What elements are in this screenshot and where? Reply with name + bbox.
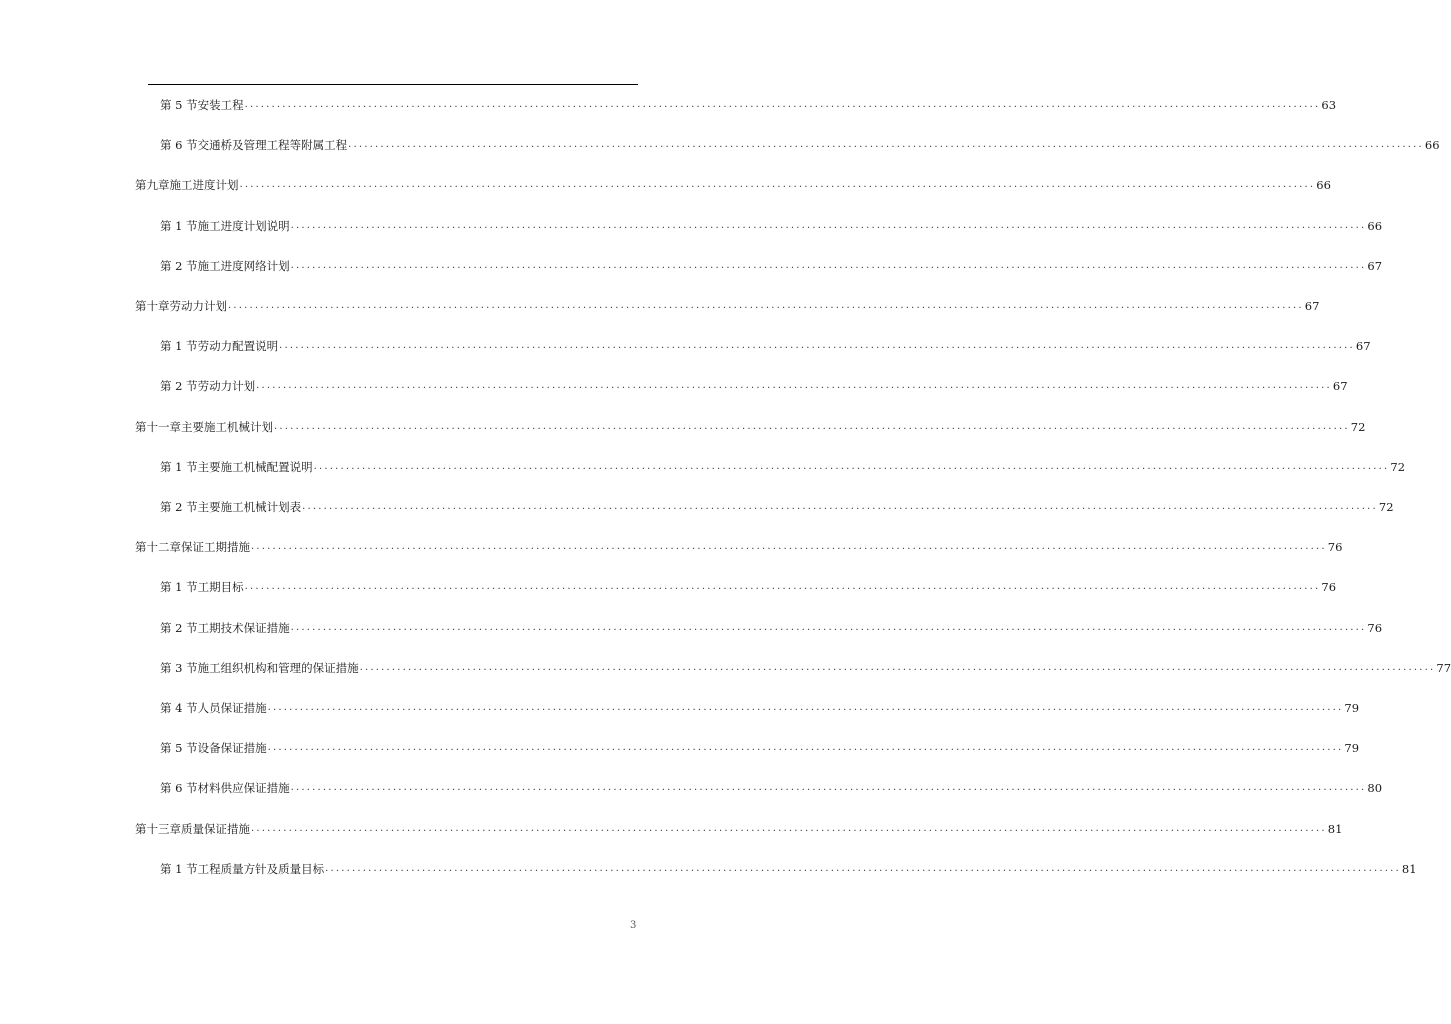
toc-section-entry[interactable] bbox=[160, 857, 1417, 881]
toc-entry-page: 76 bbox=[1327, 540, 1343, 555]
toc-entry-title: 工期目标 bbox=[197, 580, 244, 595]
toc-entry-title: 主要施工机械计划 bbox=[181, 419, 273, 434]
toc-dot-leader: ........................................................................................................................................................................................................ bbox=[302, 501, 1378, 512]
toc-entry-number: 第 4 节 bbox=[160, 701, 198, 715]
toc-entry-title: 交通桥及管理工程等附属工程 bbox=[197, 138, 348, 153]
toc-entry-title: 设备保证措施 bbox=[197, 741, 267, 756]
toc-entry-title: 施工进度计划说明 bbox=[197, 218, 290, 233]
toc-entry-number: 第 5 节 bbox=[160, 741, 198, 756]
toc-entry-title: 保证工期措施 bbox=[181, 540, 250, 555]
toc-entry-page: 67 bbox=[1355, 339, 1371, 354]
toc-entry-number: 第 2 节 bbox=[160, 379, 198, 394]
toc-entry-title: 劳动力配置说明 bbox=[197, 339, 279, 354]
toc-section-entry[interactable] bbox=[160, 93, 1337, 117]
toc-entry-page: 66 bbox=[1316, 178, 1331, 193]
toc-section-entry[interactable] bbox=[160, 575, 1337, 599]
footer-page-number: 3 bbox=[630, 920, 637, 931]
toc-chapter-entry[interactable] bbox=[135, 415, 1366, 439]
toc-dot-leader: ........................................................................................................................................................................................................ bbox=[251, 541, 1327, 553]
toc-section-entry[interactable] bbox=[160, 736, 1360, 760]
toc-entry-page: 66 bbox=[1367, 218, 1383, 233]
toc-section-entry[interactable] bbox=[160, 455, 1406, 479]
toc-entry-title: 劳动力计划 bbox=[197, 379, 256, 394]
toc-entry-number: 第十二章 bbox=[135, 540, 181, 555]
toc-entry-page: 79 bbox=[1344, 701, 1360, 715]
toc-dot-leader: ........................................................................................................................................................................................................ bbox=[228, 300, 1304, 311]
toc-section-entry[interactable] bbox=[160, 616, 1383, 640]
toc-entry-page: 72 bbox=[1350, 419, 1366, 434]
toc-dot-leader: ........................................................................................................................................................................................................ bbox=[325, 862, 1401, 874]
toc-entry-title: 施工组织机构和管理的保证措施 bbox=[197, 660, 359, 675]
toc-chapter-entry[interactable] bbox=[135, 817, 1343, 841]
toc-entry-title: 主要施工机械计划表 bbox=[197, 500, 302, 514]
toc-chapter-entry[interactable] bbox=[135, 535, 1343, 559]
toc-dot-leader: ........................................................................................................................................................................................................ bbox=[290, 621, 1367, 633]
toc-entry-title: 主要施工机械配置说明 bbox=[197, 459, 313, 474]
toc-entry-page: 63 bbox=[1321, 98, 1337, 112]
toc-dot-leader: ........................................................................................................................................................................................................ bbox=[251, 822, 1327, 834]
toc-entry-title: 施工进度网络计划 bbox=[197, 258, 290, 273]
toc-entry-number: 第 2 节 bbox=[160, 620, 198, 635]
toc-dot-leader: ........................................................................................................................................................................................................ bbox=[359, 661, 1436, 673]
toc-dot-leader: ........................................................................................................................................................................................................ bbox=[267, 702, 1344, 713]
toc-entry-title: 材料供应保证措施 bbox=[197, 781, 290, 796]
toc-entry-page: 67 bbox=[1367, 258, 1383, 273]
toc-entry-number: 第 2 节 bbox=[160, 258, 198, 273]
toc-dot-leader: ........................................................................................................................................................................................................ bbox=[290, 219, 1367, 231]
toc-dot-leader: ........................................................................................................................................................................................................ bbox=[244, 581, 1321, 593]
toc-section-entry[interactable] bbox=[160, 696, 1360, 720]
toc-entry-page: 81 bbox=[1401, 861, 1417, 876]
toc-dot-leader: ........................................................................................................................................................................................................ bbox=[290, 259, 1367, 271]
toc-entry-number: 第十三章 bbox=[135, 821, 181, 836]
toc-dot-leader: ........................................................................................................................................................................................................ bbox=[274, 420, 1350, 432]
toc-entry-number: 第 3 节 bbox=[160, 660, 198, 675]
toc-chapter-entry[interactable] bbox=[135, 294, 1320, 318]
toc-dot-leader: ........................................................................................................................................................................................................ bbox=[279, 340, 1355, 352]
toc-section-entry[interactable] bbox=[160, 214, 1383, 238]
toc-section-entry[interactable] bbox=[160, 334, 1371, 358]
toc-entry-number: 第 1 节 bbox=[160, 861, 198, 876]
toc-dot-leader: ........................................................................................................................................................................................................ bbox=[290, 782, 1367, 794]
toc-entry-number: 第 1 节 bbox=[160, 580, 198, 595]
toc-entry-page: 67 bbox=[1304, 299, 1320, 313]
toc-entry-page: 81 bbox=[1327, 821, 1343, 836]
toc-entry-page: 76 bbox=[1367, 620, 1383, 635]
toc-section-entry[interactable] bbox=[160, 254, 1383, 278]
toc-entry-title: 人员保证措施 bbox=[197, 701, 267, 715]
toc-entry-number: 第 5 节 bbox=[160, 98, 198, 112]
toc-entry-number: 第九章 bbox=[135, 178, 170, 193]
toc-entry-title: 安装工程 bbox=[197, 98, 244, 112]
toc-section-entry[interactable] bbox=[160, 133, 1440, 157]
toc-entry-number: 第 1 节 bbox=[160, 339, 198, 354]
toc-entry-title: 劳动力计划 bbox=[169, 299, 227, 313]
toc-entry-page: 76 bbox=[1321, 580, 1337, 595]
toc-entry-page: 66 bbox=[1424, 138, 1440, 153]
toc-dot-leader: ........................................................................................................................................................................................................ bbox=[313, 460, 1390, 472]
toc-entry-number: 第 1 节 bbox=[160, 218, 198, 233]
toc-entry-number: 第十章 bbox=[135, 299, 170, 313]
toc-entry-number: 第 6 节 bbox=[160, 781, 198, 796]
toc-entry-title: 工程质量方针及质量目标 bbox=[197, 861, 325, 876]
toc-entry-page: 79 bbox=[1344, 741, 1360, 756]
toc-dot-leader: ........................................................................................................................................................................................................ bbox=[348, 139, 1424, 151]
toc-entry-page: 77 bbox=[1436, 660, 1451, 675]
toc-dot-leader: ........................................................................................................................................................................................................ bbox=[267, 742, 1344, 754]
toc-section-entry[interactable] bbox=[160, 374, 1348, 398]
toc-entry-page: 72 bbox=[1390, 459, 1406, 474]
toc-section-entry[interactable] bbox=[160, 495, 1394, 519]
toc-entry-title: 质量保证措施 bbox=[181, 821, 250, 836]
toc-dot-leader: ........................................................................................................................................................................................................ bbox=[239, 179, 1316, 191]
toc-entry-number: 第 1 节 bbox=[160, 459, 198, 474]
toc-entry-page: 67 bbox=[1332, 379, 1348, 394]
toc-entry-number: 第 6 节 bbox=[160, 138, 198, 153]
toc-entry-title: 工期技术保证措施 bbox=[197, 620, 290, 635]
toc-chapter-entry[interactable] bbox=[135, 173, 1331, 197]
toc-entry-number: 第 2 节 bbox=[160, 500, 198, 514]
toc-section-entry[interactable] bbox=[160, 656, 1451, 680]
toc-entry-page: 72 bbox=[1378, 500, 1394, 514]
toc-section-entry[interactable] bbox=[160, 776, 1383, 800]
toc-entry-page: 80 bbox=[1367, 781, 1383, 796]
header-rule bbox=[148, 84, 638, 85]
toc-entry-title: 施工进度计划 bbox=[169, 178, 239, 193]
toc-dot-leader: ........................................................................................................................................................................................................ bbox=[244, 99, 1321, 110]
toc-dot-leader: ........................................................................................................................................................................................................ bbox=[256, 380, 1332, 392]
toc-entry-number: 第十一章 bbox=[135, 419, 181, 434]
